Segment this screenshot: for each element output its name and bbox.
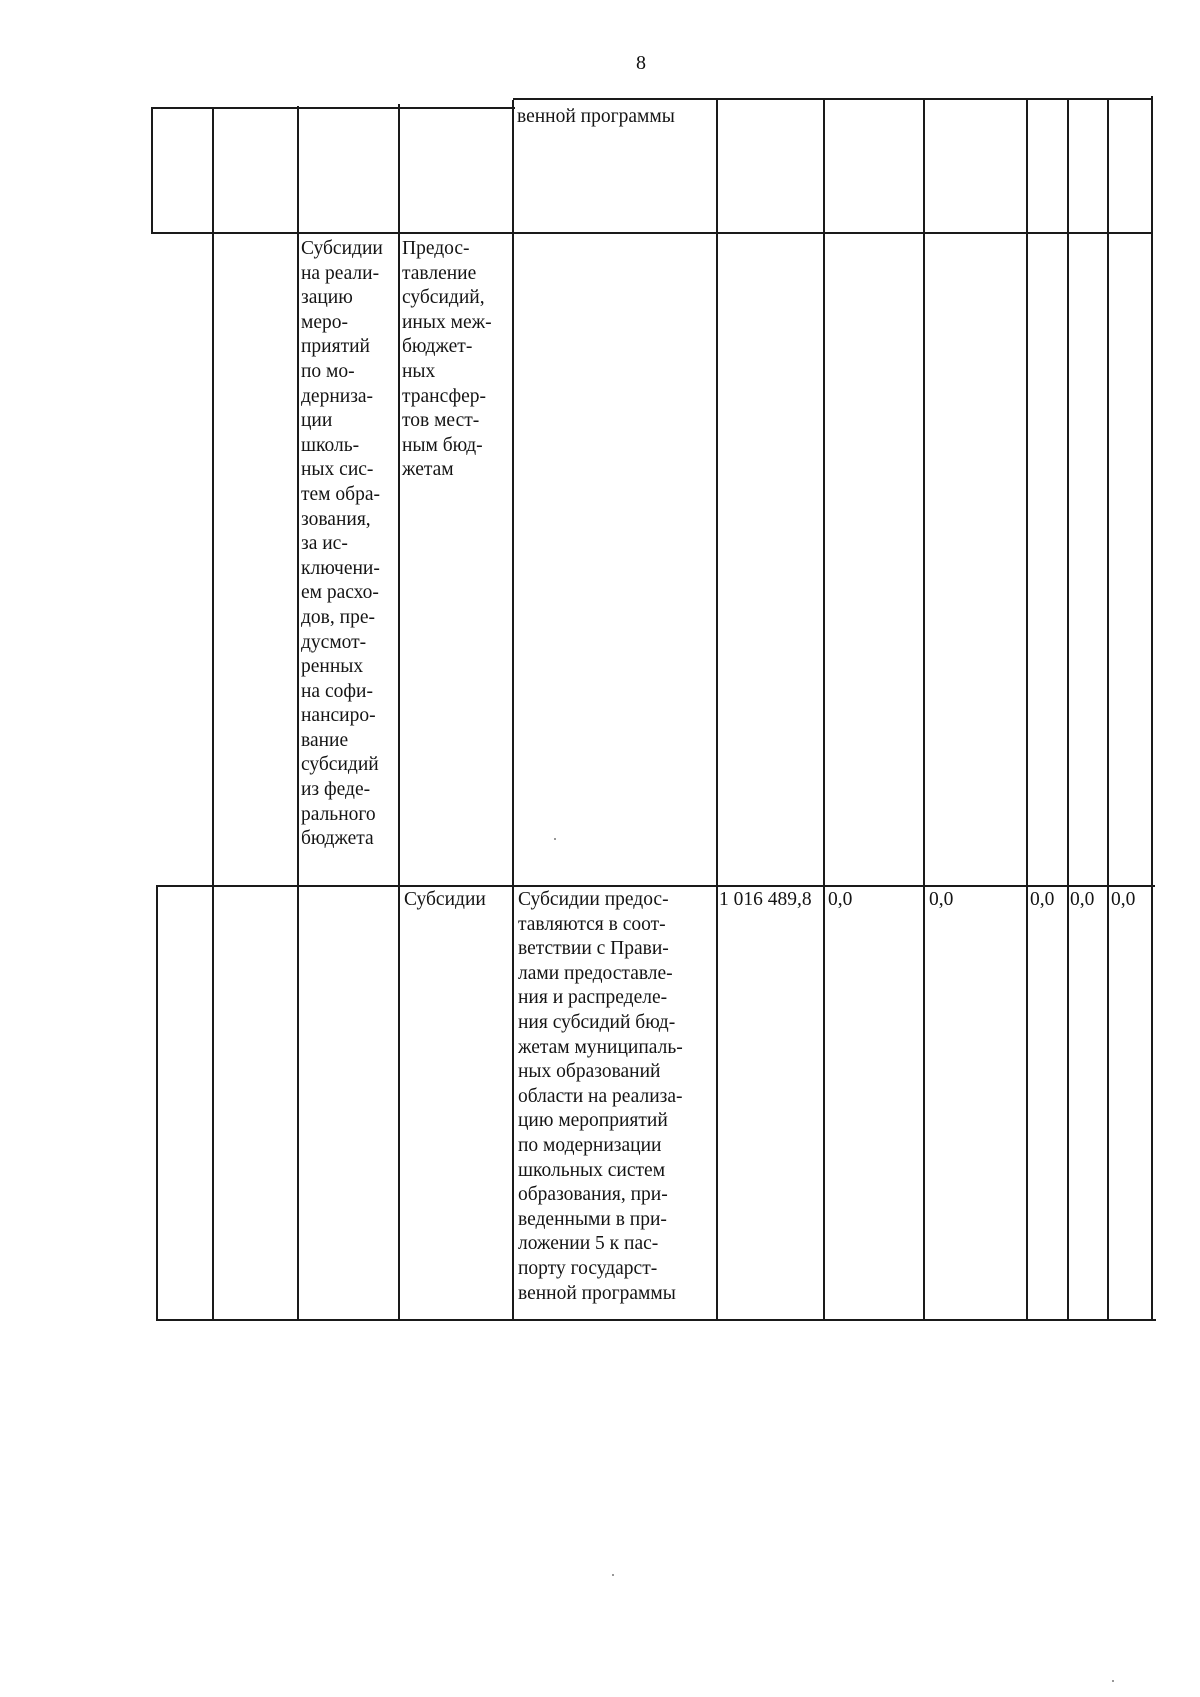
scan-speck: [1112, 1680, 1114, 1682]
subsidy-name-cell: Субсидии на реали- зацию меро- приятий по мо- дерниза- ции школь- ных сис- тем обра- зования, за ис- ключени- ем расхо- дов, пре- дусмот- ренных на софи- нансиро- вание субсидий из феде- рального бюджета: [301, 238, 383, 850]
table-top-border: [151, 107, 515, 109]
col-border-7: [923, 98, 925, 1320]
value-year-4: 0,0: [1070, 889, 1095, 910]
value-year-3: 0,0: [1030, 889, 1055, 910]
table-bottom-border: [157, 1319, 1156, 1321]
col-border-2: [297, 106, 299, 1321]
scan-speck: [554, 838, 556, 840]
col-border-11: [1151, 96, 1153, 1320]
subsidy-description-cell: Субсидии предос- тавляются в соот- ветствии с Прави- лами предоставле- ния и распределе- ния субсидий бюд- жетам муниципаль- ных образований области на реализа- цию мероприятий по модернизации школьных систем образования, при- веденными в при- ложении 5 к пас- порту государст- венной программы: [518, 889, 683, 1304]
row-divider-2: [156, 885, 1155, 887]
row-divider-1: [151, 232, 1153, 234]
subsidy-direction-cell: Предос- тавление субсидий, иных меж- бюджет- ных трансфер- тов мест- ным бюд- жетам: [402, 238, 492, 481]
value-year-2: 0,0: [929, 889, 954, 910]
col-border-1: [212, 107, 214, 1321]
col-border-3: [398, 104, 400, 1321]
value-total: 1 016 489,8: [719, 889, 812, 910]
top-row-description: венной программы: [517, 106, 675, 127]
col-border-10: [1107, 98, 1109, 1320]
value-year-1: 0,0: [828, 889, 853, 910]
table-top-border-right: [513, 98, 1153, 100]
col-border-0b: [156, 885, 158, 1321]
scan-speck: [612, 1574, 614, 1576]
col-border-5: [716, 98, 718, 1320]
page-number: 8: [636, 52, 646, 74]
col-border-0: [151, 107, 153, 234]
col-border-8: [1026, 98, 1028, 1320]
subsidy-type-cell: Субсидии: [404, 889, 486, 910]
col-border-4: [512, 100, 514, 1321]
col-border-9: [1067, 98, 1069, 1320]
col-border-6: [823, 98, 825, 1320]
value-year-5: 0,0: [1111, 889, 1136, 910]
